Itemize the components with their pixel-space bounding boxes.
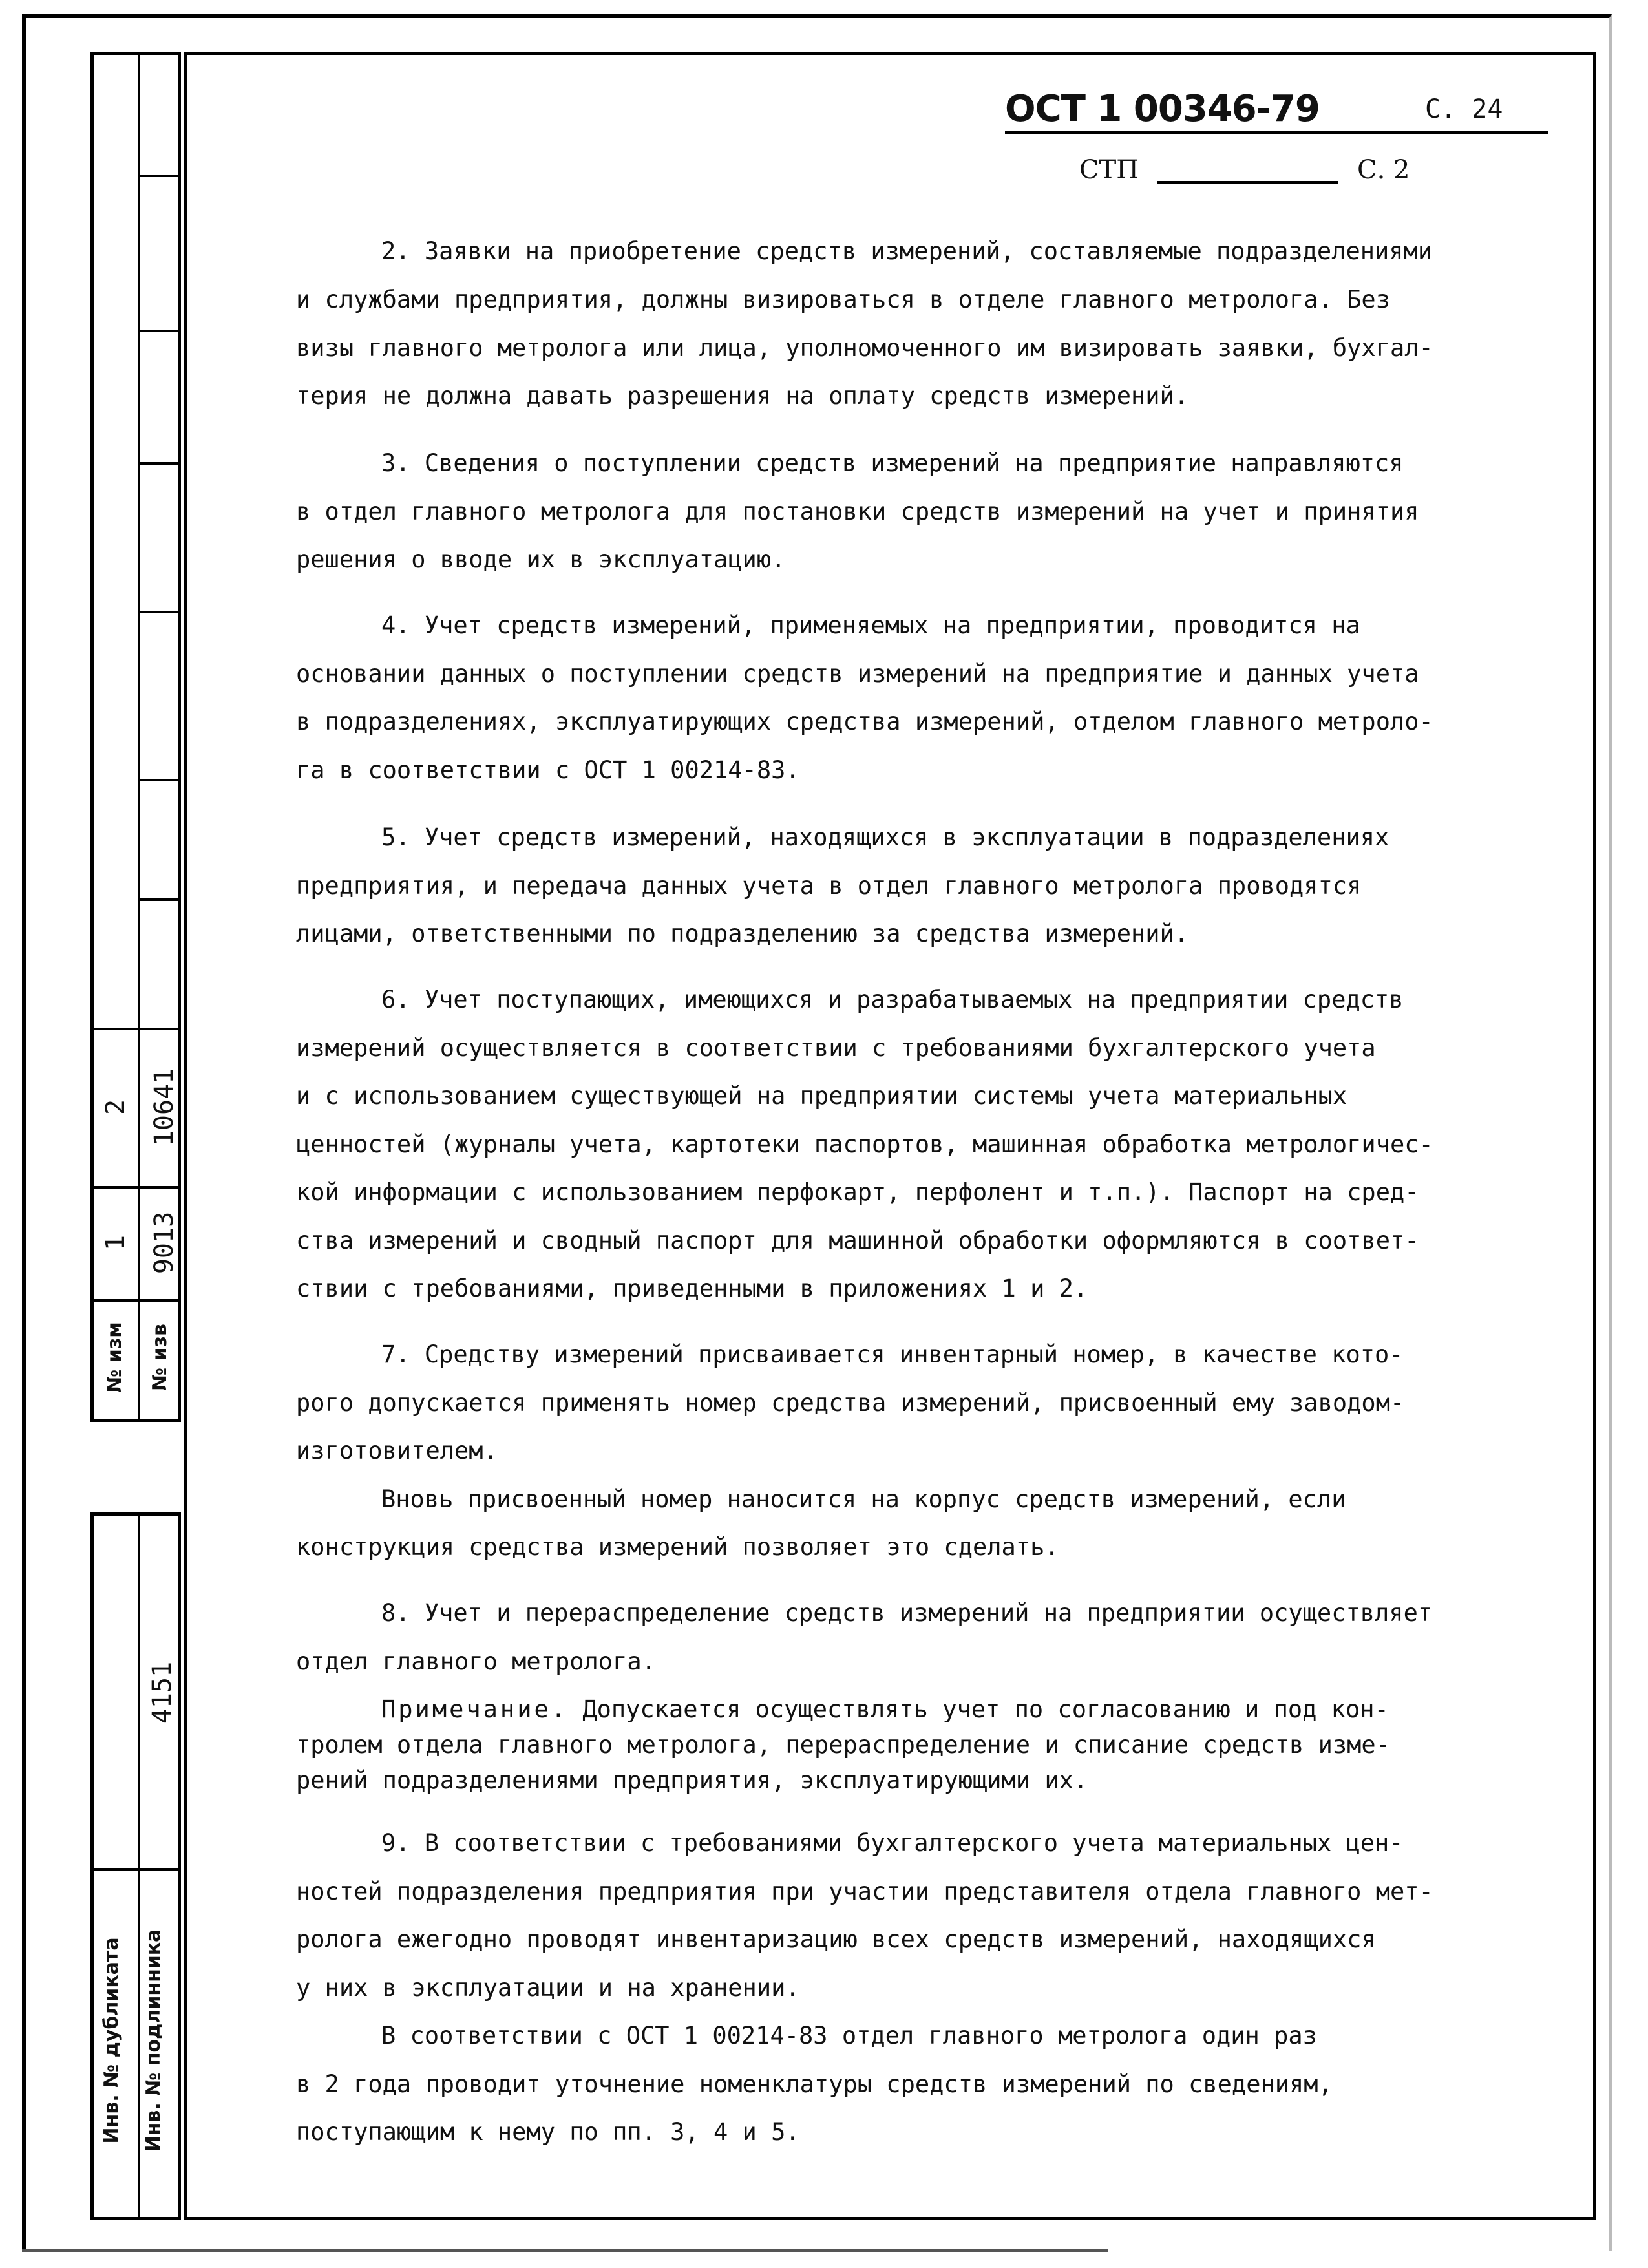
text-line: терия не должна давать разрешения на оплату средств измерений. bbox=[296, 382, 1189, 410]
note-text: Допускается осуществлять учет по согласованию и под кон- bbox=[568, 1695, 1389, 1723]
original-inventory-number: 4151 bbox=[147, 1661, 177, 1724]
notice-9013-number: 9013 bbox=[149, 1211, 179, 1275]
text-line: ролога ежегодно проводят инвентаризацию всех средств измерений, находящихся bbox=[296, 1925, 1376, 1953]
change-number-label: № изм bbox=[103, 1322, 126, 1393]
text-line: ностей подразделения предприятия при участии представителя отдела главного мет- bbox=[296, 1878, 1433, 1905]
note-line bbox=[381, 1695, 1389, 1724]
text-line: 3. Сведения о поступлении средств измерений на предприятие направляются bbox=[381, 449, 1404, 477]
original-inventory-label: Инв. № подлинника bbox=[142, 1929, 165, 2152]
change-register-strip bbox=[90, 52, 181, 1422]
text-line: в подразделениях, эксплуатирующих средства измерений, отделом главного метроло- bbox=[296, 708, 1433, 736]
text-line: тролем отдела главного метролога, перераспределение и списание средств изме- bbox=[296, 1731, 1390, 1759]
text-line: 9. В соответствии с требованиями бухгалтерского учета материальных цен- bbox=[381, 1829, 1404, 1857]
note-label: Примечание. bbox=[381, 1695, 569, 1723]
text-line: конструкция средства измерений позволяет это сделать. bbox=[296, 1533, 1059, 1561]
text-line: у них в эксплуатации и на хранении. bbox=[296, 1974, 800, 2002]
text-line: кой информации с использованием перфокарт, перфолент и т.п.). Паспорт на сред- bbox=[296, 1178, 1419, 1206]
stp-page-number: С. 2 bbox=[1357, 155, 1410, 185]
text-line: га в соответствии с ОСТ 1 00214-83. bbox=[296, 756, 800, 784]
text-line: лицами, ответственными по подразделению за средства измерений. bbox=[296, 920, 1189, 948]
stp-label: СТП bbox=[1079, 155, 1139, 185]
page-number: С. 24 bbox=[1425, 94, 1503, 124]
text-line: В соответствии с ОСТ 1 00214-83 отдел главного метролога один раз bbox=[381, 2022, 1317, 2050]
text-line: и с использованием существующей на предприятии системы учета материальных bbox=[296, 1082, 1347, 1110]
text-line: 5. Учет средств измерений, находящихся в эксплуатации в подразделениях bbox=[381, 823, 1389, 851]
text-line: в отдел главного метролога для постановки средств измерений на учет и принятия bbox=[296, 498, 1419, 525]
text-line: решения о вводе их в эксплуатацию. bbox=[296, 546, 786, 573]
text-line: ствии с требованиями, приведенными в приложениях 1 и 2. bbox=[296, 1275, 1088, 1302]
duplicate-inventory-label: Инв. № дубликата bbox=[100, 1937, 123, 2144]
text-line: Вновь присвоенный номер наносится на корпус средств измерений, если bbox=[381, 1485, 1346, 1513]
text-line: изготовителем. bbox=[296, 1437, 498, 1465]
text-line: основании данных о поступлении средств измерений на предприятие и данных учета bbox=[296, 660, 1419, 688]
change-2-number: 2 bbox=[101, 1099, 131, 1116]
document-code: ОСТ 1 00346-79 bbox=[1005, 88, 1320, 130]
text-line: отдел главного метролога. bbox=[296, 1648, 656, 1675]
text-line: визы главного метролога или лица, уполномоченного им визировать заявки, бухгал- bbox=[296, 334, 1433, 362]
text-line: в 2 года проводит уточнение номенклатуры средств измерений по сведениям, bbox=[296, 2070, 1333, 2098]
text-line: измерений осуществляется в соответствии с требованиями бухгалтерского учета bbox=[296, 1034, 1376, 1062]
text-line: 6. Учет поступающих, имеющихся и разрабатываемых на предприятии средств bbox=[381, 986, 1404, 1013]
strip-divider bbox=[138, 1516, 140, 2217]
strip-divider bbox=[138, 55, 140, 1419]
text-line: рого допускается применять номер средства измерений, присвоенный ему заводом- bbox=[296, 1389, 1405, 1417]
notice-number-label: № изв bbox=[149, 1324, 171, 1391]
text-line: предприятия, и передача данных учета в отдел главного метролога проводятся bbox=[296, 872, 1362, 900]
text-line: 4. Учет средств измерений, применяемых на предприятии, проводится на bbox=[381, 611, 1360, 639]
header-underline bbox=[1005, 131, 1548, 134]
stp-blank-field bbox=[1157, 181, 1338, 184]
text-line: и службами предприятия, должны визироваться в отделе главного метролога. Без bbox=[296, 286, 1390, 313]
text-line: 8. Учет и перераспределение средств измерений на предприятии осуществляет bbox=[381, 1599, 1433, 1627]
inventory-strip bbox=[90, 1512, 181, 2220]
change-1-number: 1 bbox=[101, 1235, 131, 1251]
text-line: ценностей (журналы учета, картотеки паспортов, машинная обработка метрологичес- bbox=[296, 1130, 1433, 1158]
text-line: 2. Заявки на приобретение средств измерений, составляемые подразделениями bbox=[381, 237, 1433, 265]
notice-10641-number: 10641 bbox=[149, 1068, 179, 1147]
outer-bottom-rule bbox=[22, 2249, 1108, 2252]
text-line: поступающим к нему по пп. 3, 4 и 5. bbox=[296, 2118, 800, 2146]
text-line: 7. Средству измерений присваивается инвентарный номер, в качестве кото- bbox=[381, 1341, 1404, 1368]
text-line: рений подразделениями предприятия, эксплуатирующими их. bbox=[296, 1766, 1088, 1794]
text-line: ства измерений и сводный паспорт для машинной обработки оформляются в соответ- bbox=[296, 1227, 1419, 1255]
